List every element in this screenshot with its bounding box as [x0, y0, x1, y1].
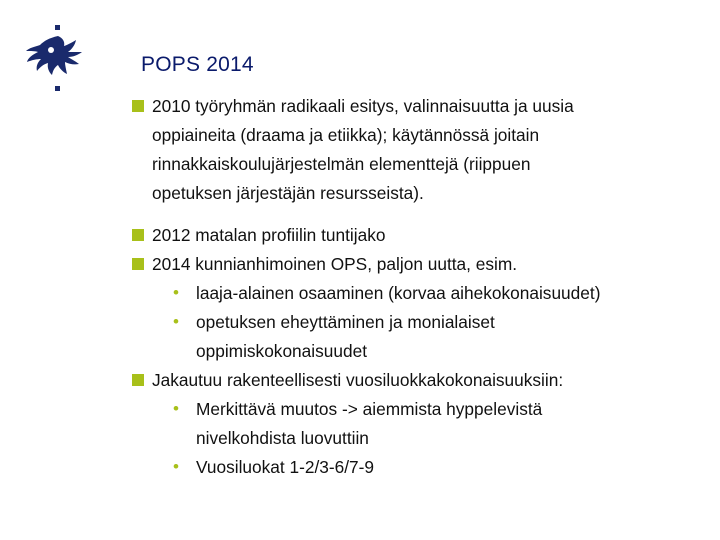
sub-bullet-text: Merkittävä muutos -> aiemmista hyppelevistä [196, 399, 543, 419]
square-bullet-icon [132, 374, 144, 386]
dot-bullet-icon: • [173, 399, 179, 418]
square-bullet-icon [132, 258, 144, 270]
sub-bullet-text: oppimiskokonaisuudet [196, 341, 367, 361]
helsinki-university-flame-logo [18, 22, 90, 100]
bullet-text: opetuksen järjestäjän resursseista). [152, 183, 424, 203]
sub-bullet-text: nivelkohdista luovuttiin [196, 428, 369, 448]
dot-bullet-icon: • [173, 283, 179, 302]
sub-bullet-text: opetuksen eheyttäminen ja monialaiset [196, 312, 495, 332]
square-bullet-icon [132, 100, 144, 112]
dot-bullet-icon: • [173, 457, 179, 476]
bullet-text: rinnakkaiskoulujärjestelmän elementtejä (riippuen [152, 154, 531, 174]
bullet-text: 2012 matalan profiilin tuntijako [152, 225, 386, 245]
dot-bullet-icon: • [173, 312, 179, 331]
bullet-text: oppiaineita (draama ja etiikka); käytännössä joitain [152, 125, 540, 145]
bullet-text: 2014 kunnianhimoinen OPS, paljon uutta, esim. [152, 254, 518, 274]
sub-bullet-text: Vuosiluokat 1-2/3-6/7-9 [196, 457, 375, 477]
bullet-text: Jakautuu rakenteellisesti vuosiluokkakokonaisuuksiin: [152, 370, 564, 390]
square-bullet-icon [132, 229, 144, 241]
bullet-text: 2010 työryhmän radikaali esitys, valinnaisuutta ja uusia [152, 96, 574, 116]
sub-bullet-text: laaja-alainen osaaminen (korvaa aihekokonaisuudet) [196, 283, 601, 303]
slide-title: POPS 2014 [141, 53, 254, 76]
